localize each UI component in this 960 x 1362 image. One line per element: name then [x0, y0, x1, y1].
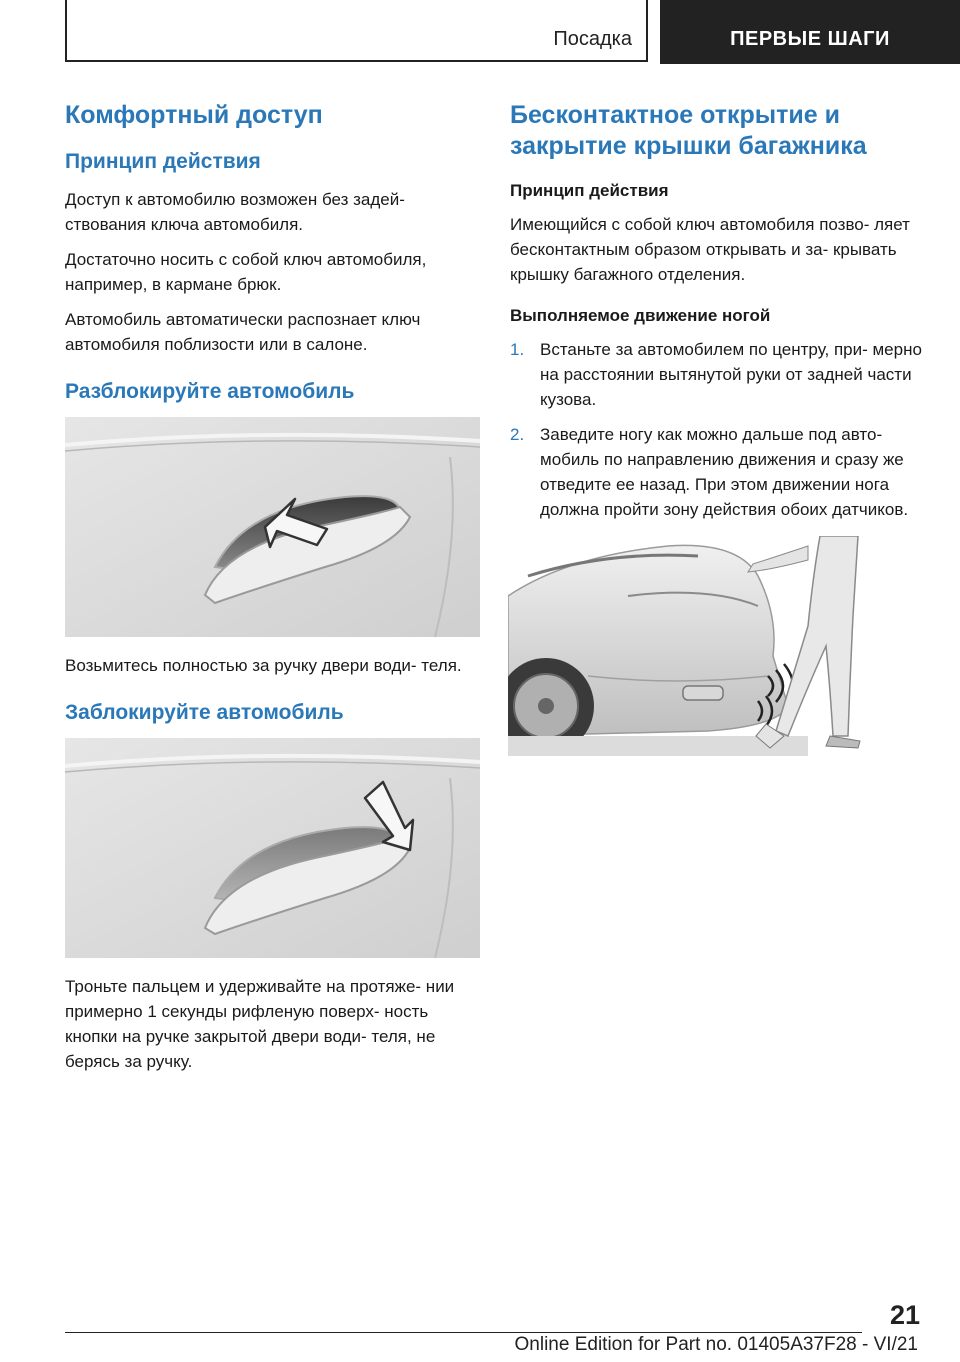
right-column	[510, 100, 930, 756]
comfort-access-paragraph-1: Доступ к автомобилю возможен без задей- ствования ключа автомобиля.	[65, 190, 405, 234]
step-text: Заведите ногу как можно дальше под авто- мобиль по направлению движения и сразу же отведите ее назад. При этом движении нога должна пройти зону действия обоих датчиков.	[540, 425, 909, 519]
step-number: 2.	[510, 425, 525, 444]
unlock-heading: Разблокируйте автомобиль	[65, 380, 355, 403]
left-column	[65, 100, 480, 1084]
principle-heading-left: Принцип действия	[65, 150, 261, 173]
comfort-access-paragraph-2: Достаточно носить с собой ключ автомобиля, например, в кармане брюк.	[65, 250, 427, 294]
door-handle-touch-image	[65, 738, 480, 958]
comfort-access-title: Комфортный доступ	[65, 101, 323, 129]
hands-free-tailgate-title: Бесконтактное открытие и закрытие крышки багажника	[510, 101, 867, 160]
foot-motion-heading: Выполняемое движение ногой	[510, 306, 771, 325]
unlock-instruction: Возьмитесь полностью за ручку двери води- теля.	[65, 656, 462, 675]
list-item	[510, 422, 930, 522]
footer-divider	[65, 1332, 862, 1333]
step-number: 1.	[510, 340, 525, 359]
tailgate-paragraph: Имеющийся с собой ключ автомобиля позво- ляет бесконтактным образом открывать и за- крывать крышку багажного отделения.	[510, 215, 910, 284]
header-section-label: Посадка	[553, 28, 632, 50]
tailgate-foot-gesture-illustration	[508, 536, 863, 756]
header-chapter-tab	[660, 0, 960, 64]
car-rear-kick-image	[508, 536, 863, 756]
lock-instruction: Троньте пальцем и удерживайте на протяже- нии примерно 1 секунды рифленую поверх- ность кнопки на ручке закрытой двери води- теля, не берясь за ручку.	[65, 977, 455, 1071]
unlock-door-handle-illustration	[65, 417, 480, 637]
footer-edition: Online Edition for Part no. 01405A37F28 - VI/21	[514, 1334, 918, 1355]
principle-heading-right: Принцип действия	[510, 181, 669, 200]
door-handle-grab-image	[65, 417, 480, 637]
foot-motion-steps	[510, 337, 930, 522]
comfort-access-paragraph-3: Автомобиль автоматически распознает ключ автомобиля поблизости или в салоне.	[65, 310, 421, 354]
page-number: 21	[889, 1300, 920, 1330]
header-chapter-label: ПЕРВЫЕ ШАГИ	[730, 28, 890, 50]
header-section-box	[65, 0, 648, 62]
step-text: Встаньте за автомобилем по центру, при- мерно на расстоянии вытянутой руки от задней части кузова.	[540, 340, 922, 409]
lock-door-handle-illustration	[65, 738, 480, 958]
lock-heading: Заблокируйте автомобиль	[65, 701, 344, 724]
list-item	[510, 337, 930, 412]
